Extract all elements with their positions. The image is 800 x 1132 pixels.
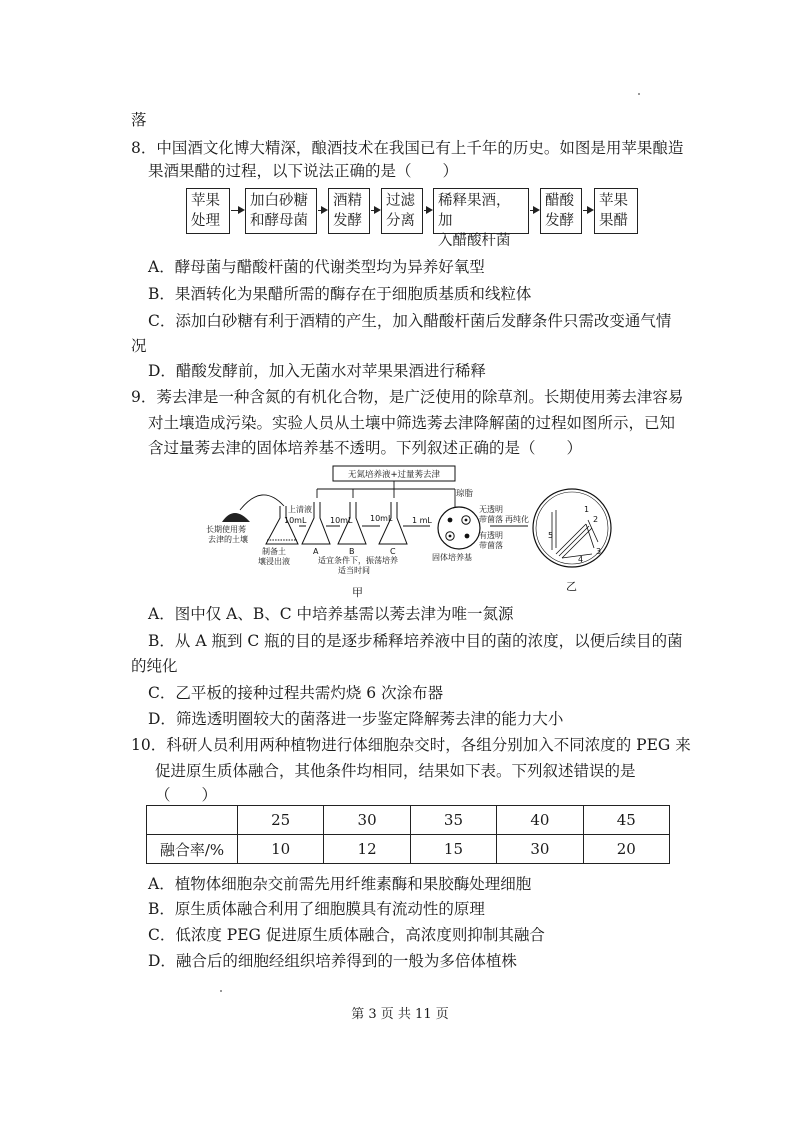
table-cell: 45 (583, 806, 669, 835)
speck (638, 93, 640, 95)
fig-condition-2: 适当时间 (338, 566, 370, 575)
fig-vol-3: 10mL (370, 514, 393, 523)
fig-purify-label: 再纯化 (505, 515, 529, 524)
fig-halo-label-2: 带菌落 (479, 541, 503, 550)
table-cell: 30 (324, 806, 410, 835)
fig-supernatant-label: 上清液 (288, 505, 312, 514)
flow-step-apple-vinegar: 苹果 果醋 (594, 188, 638, 234)
q8-option-c-cont: 况 (131, 337, 147, 355)
fig-flask-label-a: A (313, 547, 319, 556)
fig-flask-label-c: C (390, 547, 396, 556)
fig-label-jia: 甲 (352, 586, 363, 599)
table-row (147, 806, 670, 835)
table-cell: 12 (324, 835, 410, 864)
flow-step-filter: 过滤 分离 (381, 188, 423, 234)
q8-option-a: A．酵母菌与醋酸杆菌的代谢类型均为异养好氧型 (148, 258, 485, 276)
q10-option-d: D．融合后的细胞经组织培养得到的一般为多倍体植株 (148, 952, 517, 970)
fig-soil-pile (222, 513, 250, 522)
table-cell: 30 (497, 835, 583, 864)
fig-clear-label-1: 无透明 (479, 505, 503, 514)
fig-halo-label-1: 有透明 (479, 531, 503, 540)
fig-soil-arrow (240, 495, 284, 510)
fig-solid-plate (438, 507, 480, 549)
q10-stem-line-1: 10．科研人员利用两种植物进行体细胞杂交时，各组分别加入不同浓度的 PEG 来 (131, 736, 691, 754)
q9-stem-line-2: 对土壤造成污染。实验人员从土壤中筛选莠去津降解菌的过程如图所示，已知 (148, 414, 676, 432)
table-cell (147, 806, 238, 835)
speck (220, 990, 222, 992)
q9-option-d: D．筛选透明圈较大的菌落进一步鉴定降解莠去津的能力大小 (148, 710, 564, 728)
table-cell: 融合率/% (147, 835, 238, 864)
q8-option-b: B．果酒转化为果醋所需的酶存在于细胞质基质和线粒体 (148, 285, 532, 303)
flow-step-acetic-fermentation: 醋酸 发酵 (540, 188, 582, 234)
fig-streak-5: 5 (548, 531, 554, 540)
q8-stem-line-1: 8．中国酒文化博大精深，酿酒技术在我国已有上千年的历史。如图是用苹果酿造 (131, 139, 684, 157)
q10-stem-line-2: 促进原生质体融合，其他条件均相同，结果如下表。下列叙述错误的是 (155, 762, 636, 780)
flow-step-apple: 苹果 处理 (186, 188, 230, 234)
fig-streak-lines (552, 510, 598, 558)
table-row (147, 835, 670, 864)
q9-option-b-cont: 的纯化 (131, 657, 178, 675)
fig-feed-lines (317, 481, 455, 508)
fig-solid-label: 固体培养基 (432, 553, 472, 562)
table-cell: 15 (410, 835, 496, 864)
page-footer: 第 3 页 共 11 页 (351, 1007, 449, 1022)
fig-prep-label-2: 壤浸出液 (258, 557, 290, 566)
flow-step-alcohol-fermentation: 酒精 发酵 (328, 188, 370, 234)
flow-step-dilute-add-acetobacter: 稀释果酒，加 入醋酸杆菌 (433, 188, 529, 234)
table-cell: 25 (238, 806, 324, 835)
fig-label-yi: 乙 (566, 580, 577, 593)
q8-option-d: D．醋酸发酵前，加入无菌水对苹果果酒进行稀释 (148, 362, 486, 380)
fig-streak-2: 2 (593, 515, 599, 524)
q10-option-b: B．原生质体融合利用了细胞膜具有流动性的原理 (148, 900, 485, 918)
table-cell: 20 (583, 835, 669, 864)
fig-vol-2: 10mL (330, 516, 353, 525)
fig-agar-label: 琼脂 (456, 489, 474, 499)
fig-prep-label-1: 制备土 (262, 547, 286, 556)
flow-arrow (424, 210, 431, 211)
table-cell: 10 (238, 835, 324, 864)
q8-option-c: C．添加白砂糖有利于酒精的产生，加入醋酸杆菌后发酵条件只需改变通气情 (148, 312, 672, 330)
q9-experiment-figure (200, 462, 630, 602)
q9-option-b: B．从 A 瓶到 C 瓶的目的是逐步稀释培养液中目的菌的浓度，以便后续目的菌 (148, 632, 683, 650)
fig-vol-4: 1 mL (412, 516, 432, 525)
q10-option-a: A．植物体细胞杂交前需先用纤维素酶和果胶酶处理细胞 (148, 875, 532, 893)
q8-stem-line-2: 果酒果醋的过程，以下说法正确的是（ ） (148, 162, 459, 180)
fig-clear-label-2: 带菌落 (479, 515, 503, 524)
flow-arrow (318, 210, 326, 211)
table-cell: 40 (497, 806, 583, 835)
fig-flask-c (379, 502, 407, 544)
flow-step-add-sugar-yeast: 加白砂糖 和酵母菌 (245, 188, 317, 234)
fig-soil-label-2: 去津的土壤 (208, 535, 248, 544)
q9-option-a: A．图中仅 A、B、C 中培养基需以莠去津为唯一氮源 (148, 605, 514, 623)
q9-stem-line-3: 含过量莠去津的固体培养基不透明。下列叙述正确的是（ ） (148, 439, 583, 457)
fig-streak-1: 1 (584, 505, 590, 514)
q8-process-flowchart (186, 188, 638, 249)
table-cell: 35 (410, 806, 496, 835)
fig-streak-4: 4 (578, 555, 584, 564)
flow-arrow (371, 210, 379, 211)
flow-arrow (530, 210, 538, 211)
q10-stem-line-3: （ ） (155, 786, 218, 804)
q9-option-c: C．乙平板的接种过程共需灼烧 6 次涂布器 (148, 684, 444, 702)
fig-soil-label-1: 长期使用莠 (206, 525, 246, 534)
fig-flask-label-b: B (349, 547, 355, 556)
flow-arrow (583, 210, 592, 211)
q10-peg-table (146, 805, 670, 864)
prev-question-tail: 落 (131, 111, 147, 129)
fig-condition-1: 适宜条件下，振荡培养 (318, 556, 398, 565)
fig-vol-1: 10mL (284, 516, 307, 525)
fig-colonies (446, 516, 470, 540)
flow-arrow (231, 210, 243, 211)
q10-option-c: C．低浓度 PEG 促进原生质体融合，高浓度则抑制其融合 (148, 926, 545, 944)
fig-top-box-label: 无氮培养液+过量莠去津 (347, 470, 441, 480)
fig-streak-3: 3 (596, 547, 602, 556)
q9-stem-line-1: 9．莠去津是一种含氮的有机化合物，是广泛使用的除草剂。长期使用莠去津容易 (131, 388, 684, 406)
